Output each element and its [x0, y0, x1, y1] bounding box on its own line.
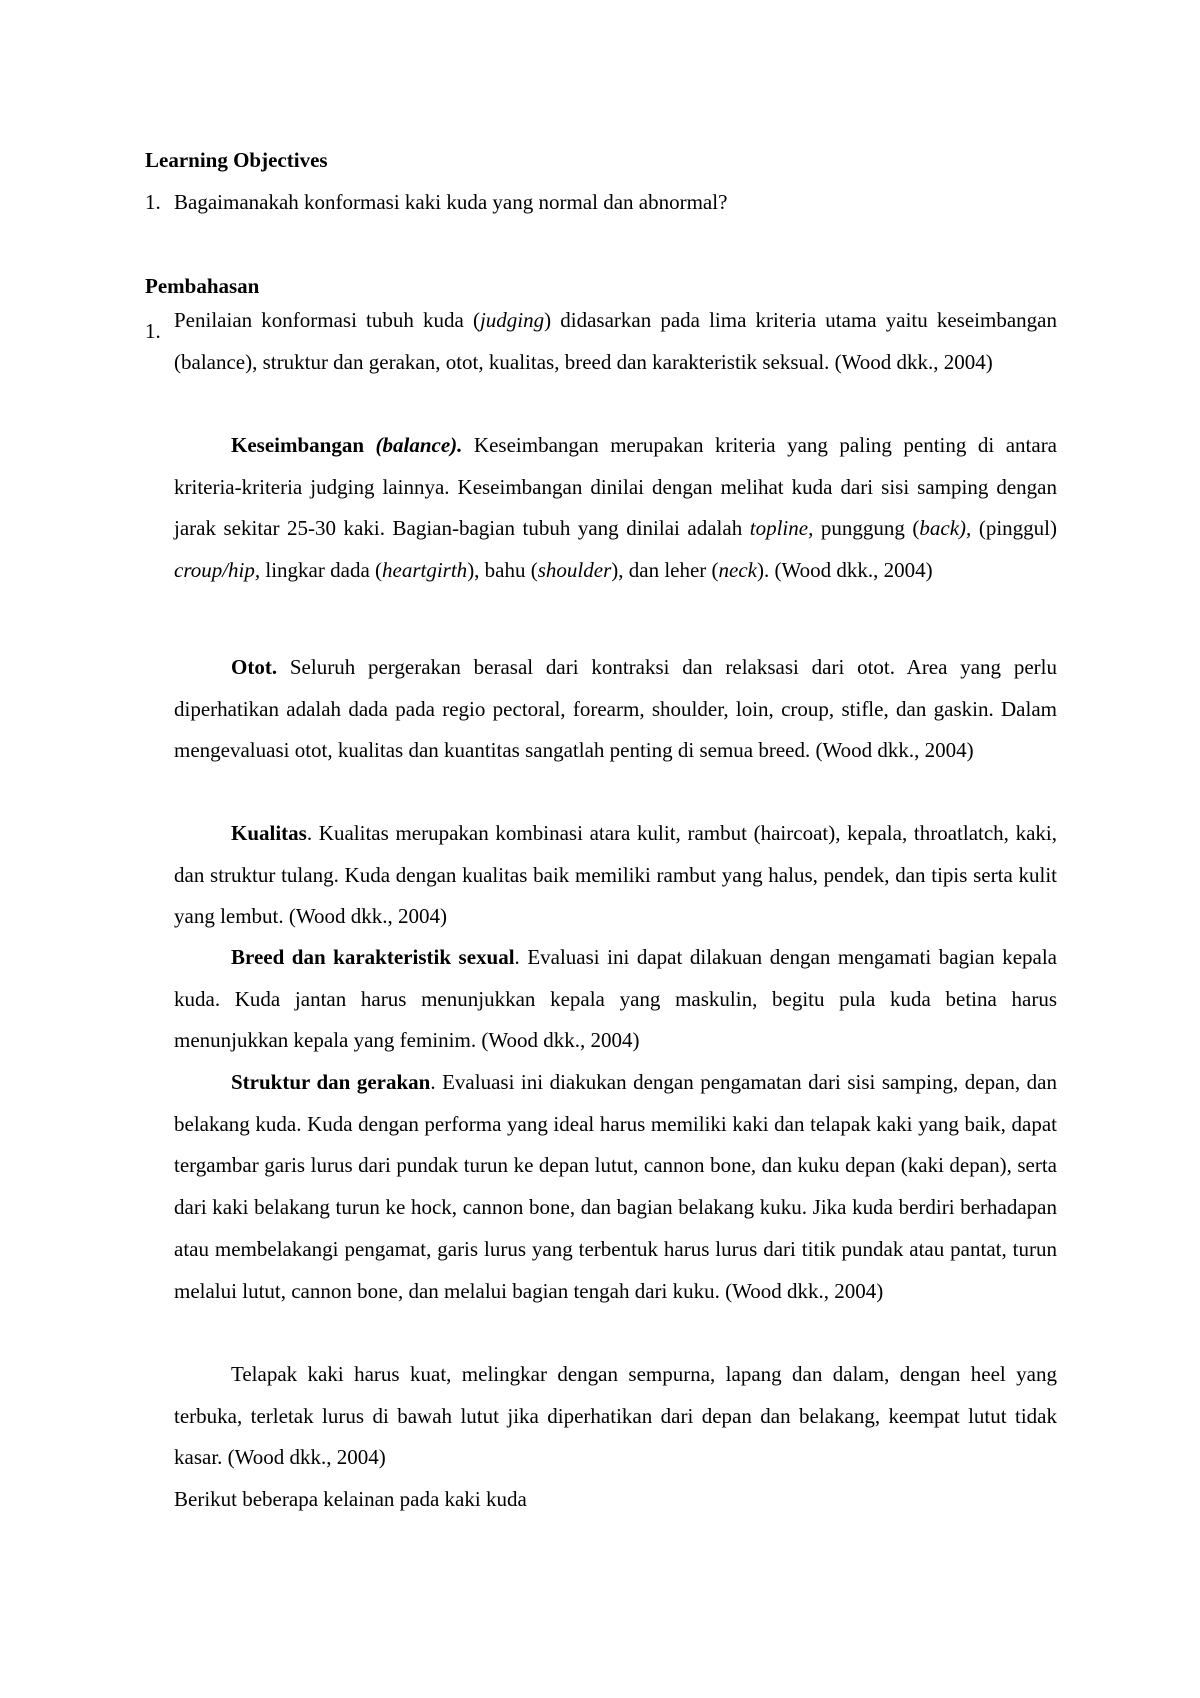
objective-text: Bagaimanakah konformasi kaki kuda yang normal dan abnormal? [174, 190, 728, 214]
list-number: 1. [145, 190, 161, 214]
heading-learning-objectives: Learning Objectives [145, 148, 328, 172]
text-run: ), bahu ( [467, 558, 538, 583]
bold-term: Keseimbangan [231, 433, 376, 457]
text-run: Seluruh pergerakan berasal dari kontraksi dan relaksasi dari otot. Area yang perlu diperhatikan adalah dada pada regio pectoral, forearm, shoulder, loin, croup, stifle, dan gaskin. Dalam mengevaluasi otot, kualitas dan kuantitas sangatlah penting di semua breed. (Wood dkk., 2004) [174, 655, 1057, 763]
italic-term: judging [479, 308, 545, 332]
paragraph-struktur [174, 1062, 1057, 1312]
bold-term: Breed dan karakteristik sexual [231, 945, 515, 969]
text-run: Keseimbangan merupakan kriteria yang paling penting di antara kriteria-kriteria judging lainnya. Keseimbangan dinilai dengan melihat kuda dari sisi samping dengan jarak sekitar 25-30 kaki. Bagian-bagian tubuh yang dinilai adalah [174, 433, 1058, 541]
text-run: Penilaian konformasi tubuh kuda ( [174, 308, 480, 332]
bold-term: Struktur dan gerakan [231, 1070, 431, 1094]
paragraph-kualitas [174, 813, 1057, 938]
text-run: . Kualitas merupakan kombinasi atara kulit, rambut (haircoat), kepala, throatlatch, kaki, dan struktur tulang. Kuda dengan kualitas baik memiliki rambut yang halus, pendek, dan tipis serta kulit yang lembut. (Wood dkk., 2004) [174, 821, 1057, 929]
paragraph-telapak: Telapak kaki harus kuat, melingkar dengan sempurna, lapang dan dalam, dengan heel yang terbuka, terletak lurus di bawah lutut jika diperhatikan dari depan dan belakang, keempat lutut tidak kasar. (Wood dkk., 2004) [174, 1362, 1057, 1470]
bold-italic-term: (balance). [375, 433, 463, 457]
italic-term: neck [718, 558, 757, 583]
italic-term: heartgirth [382, 558, 468, 583]
bold-term: Otot. [231, 655, 278, 679]
italic-term: back), [919, 516, 972, 541]
paragraph-otot [174, 647, 1057, 772]
heading-pembahasan: Pembahasan [145, 274, 260, 298]
italic-term: shoulder [537, 558, 612, 583]
list-number: 1. [145, 319, 161, 343]
text-run: (pinggul) [971, 516, 1057, 541]
paragraph-balance [174, 425, 1057, 592]
text-run: punggung ( [813, 516, 920, 541]
paragraph-intro [174, 300, 1057, 383]
text-run: . Evaluasi ini diakukan dengan pengamatan dari sisi samping, depan, dan belakang kuda. Kuda dengan performa yang ideal harus memiliki kaki dan telapak kaki yang baik, dapat tergambar garis lurus dari pundak turun ke depan lutut, cannon bone, dan kuku depan (kaki depan), serta dari kaki belakang turun ke hock, cannon bone, dan bagian belakang kuku. Jika kuda berdiri berhadapan atau membelakangi pengamat, garis lurus yang terbentuk harus lurus dari titik pundak atau pantat, turun melalui lutut, cannon bone, dan melalui bagian tengah dari kuku. (Wood dkk., 2004) [174, 1070, 1057, 1303]
italic-term: croup/hip, [174, 558, 261, 583]
paragraph-breed [174, 937, 1057, 1062]
text-run: . Evaluasi ini dapat dilakuan dengan mengamati bagian kepala kuda. Kuda jantan harus menunjukkan kepala yang maskulin, begitu pula kuda betina harus menunjukkan kepala yang feminim. (Wood dkk., 2004) [174, 945, 1057, 1053]
paragraph-closing: Berikut beberapa kelainan pada kaki kuda [174, 1487, 527, 1511]
italic-term: topline, [749, 516, 814, 541]
text-run: ) didasarkan pada lima kriteria utama yaitu keseimbangan (balance), struktur dan gerakan, otot, kualitas, breed dan karakteristik seksual. (Wood dkk., 2004) [174, 308, 1057, 374]
text-run: lingkar dada ( [260, 558, 383, 583]
text-run: ). (Wood dkk., 2004) [757, 558, 933, 583]
bold-term: Kualitas [231, 821, 307, 845]
text-run: ), dan leher ( [611, 558, 719, 583]
